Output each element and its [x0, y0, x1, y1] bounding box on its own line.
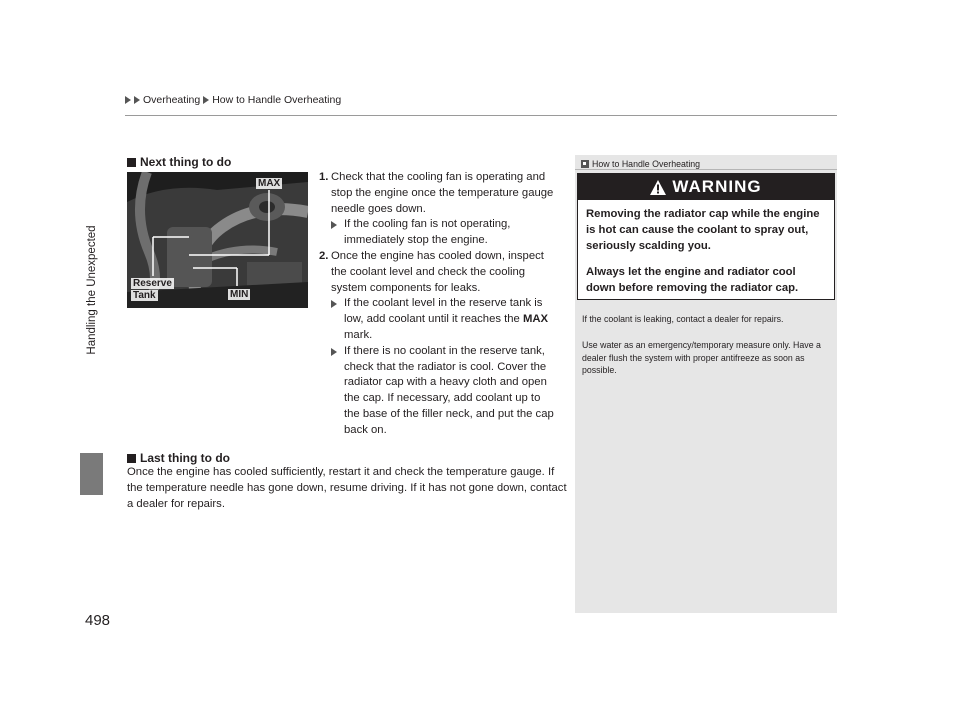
chapter-side-label	[84, 130, 100, 450]
step-1-sub-1	[319, 217, 559, 249]
sub-text: If the cooling fan is not operating, immediately stop the engine.	[344, 218, 511, 247]
sub-text: If there is no coolant in the reserve tank, check that the radiator is cool. Cover the radiator cap with a heavy cloth and open the cap. If necessary, add coolant up to the base of the filler neck, and put the cap back on.	[344, 344, 554, 436]
last-thing-body: Once the engine has cooled sufficiently, restart it and check the temperature gauge. If the temperature needle has gone down, resume driving. If it has not gone down, contact a dealer for repairs.	[127, 466, 567, 510]
engine-bay-photo	[127, 172, 308, 308]
next-thing-heading	[127, 155, 231, 169]
step-2-sub-1	[319, 296, 559, 343]
max-mark-text: MAX	[522, 313, 549, 326]
sidebar-note-1: If the coolant is leaking, contact a dealer for repairs.	[582, 314, 784, 324]
breadcrumb-item-how-to-handle[interactable]: How to Handle Overheating	[212, 94, 342, 106]
step-text: Once the engine has cooled down, inspect the coolant level and check the cooling system components for leaks.	[331, 249, 544, 294]
sub-arrow-icon	[331, 296, 344, 343]
breadcrumb-arrow-icon	[203, 96, 209, 104]
breadcrumb-arrow-icon	[125, 96, 131, 104]
sidebar-title-text: How to Handle Overheating	[592, 159, 701, 169]
sidebar-notes	[575, 155, 837, 613]
warning-header	[578, 174, 834, 200]
breadcrumb-arrow-icon	[134, 96, 140, 104]
sub-text	[344, 296, 559, 343]
sub-arrow-icon	[331, 217, 344, 249]
step-number: 1.	[319, 171, 329, 183]
sub-arrow-icon	[331, 344, 344, 439]
chapter-tab	[80, 453, 103, 495]
sidebar-title	[581, 159, 700, 169]
reference-icon	[581, 160, 589, 168]
warning-box	[577, 173, 835, 300]
step-1	[319, 170, 559, 217]
sidebar-divider	[575, 169, 837, 170]
section-square-icon	[127, 454, 136, 463]
page-number: 498	[85, 612, 111, 629]
chapter-tab-divider	[80, 495, 103, 496]
step-number: 2.	[319, 249, 329, 262]
step-2	[319, 249, 559, 296]
reserve-label: Reserve	[133, 278, 172, 289]
step-2-sub-2	[319, 344, 559, 439]
sub-text-a: If the coolant level in the reserve tank is low, add coolant until it reaches the	[344, 297, 543, 326]
min-label: MIN	[230, 289, 249, 300]
next-thing-steps	[319, 170, 559, 439]
warning-text	[578, 200, 834, 296]
warning-paragraph-1: Removing the radiator cap while the engine is hot can cause the coolant to spray out, seriously scalding you.	[586, 208, 820, 252]
warning-title: WARNING	[672, 177, 762, 196]
sub-text-b: mark.	[344, 328, 373, 341]
next-thing-heading-text: Next thing to do	[140, 155, 232, 169]
max-label: MAX	[258, 178, 281, 189]
tank-label: Tank	[133, 290, 156, 301]
chapter-side-label-text: Handling the Unexpected	[86, 225, 98, 355]
section-square-icon	[127, 158, 136, 167]
last-thing-heading-text: Last thing to do	[140, 451, 230, 465]
sidebar-note-2: Use water as an emergency/temporary measure only. Have a dealer flush the system with proper antifreeze as soon as possible.	[582, 340, 821, 375]
breadcrumb	[125, 94, 341, 106]
header-divider	[125, 115, 837, 116]
warning-triangle-icon	[650, 180, 666, 195]
breadcrumb-item-overheating[interactable]: Overheating	[143, 94, 201, 106]
last-thing-heading	[127, 451, 230, 465]
warning-paragraph-2: Always let the engine and radiator cool down before removing the radiator cap.	[586, 266, 799, 294]
step-text: Check that the cooling fan is operating and stop the engine once the temperature gauge needle goes down.	[331, 171, 554, 215]
